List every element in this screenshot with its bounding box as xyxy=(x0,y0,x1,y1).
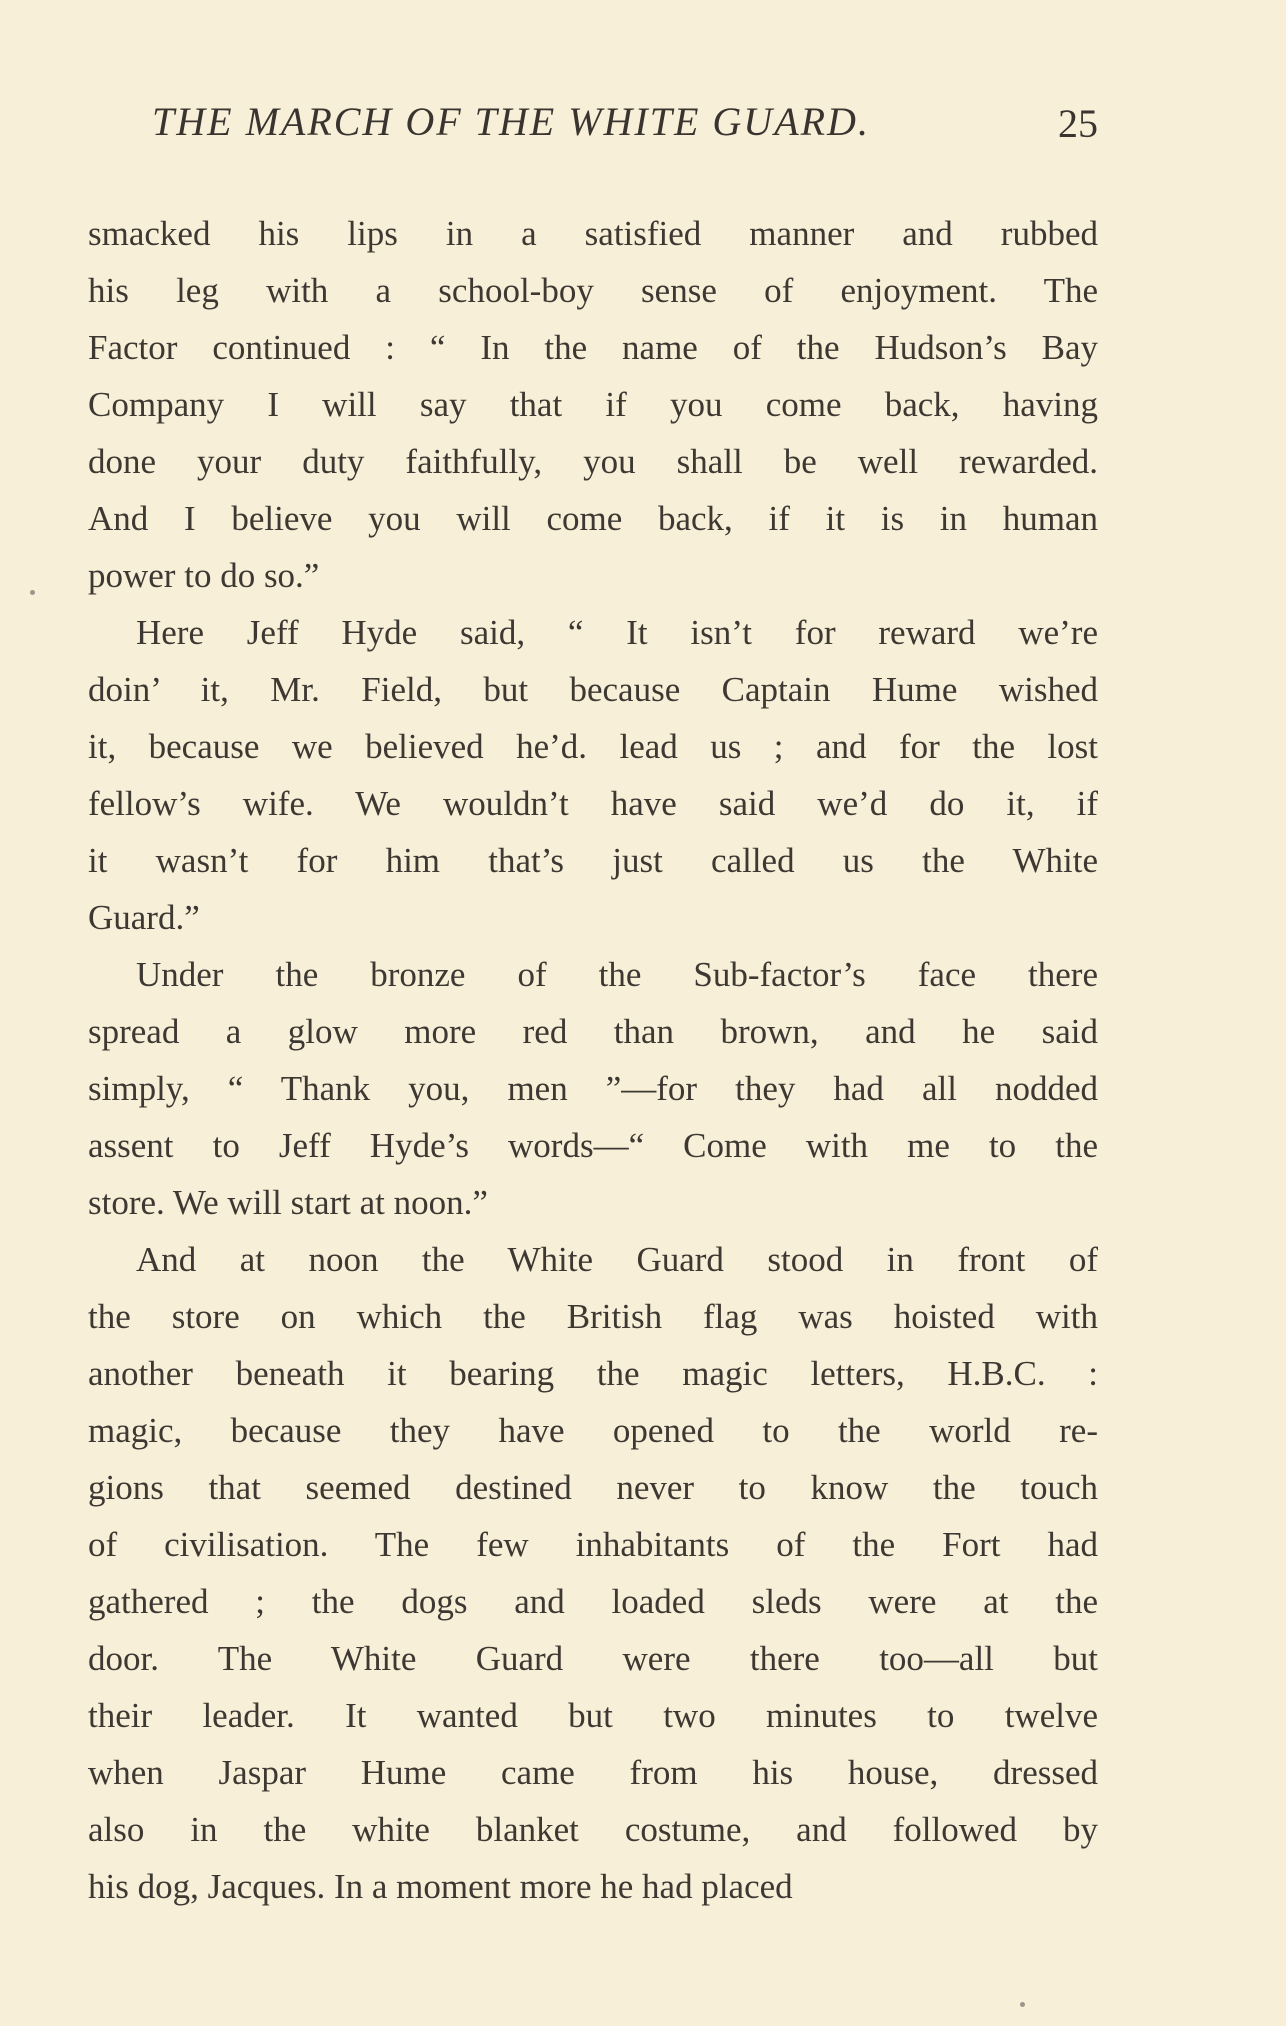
page-number: 25 xyxy=(1058,101,1098,146)
text-line: the store on which the British flag was hoisted with xyxy=(88,1297,1098,1336)
text-line: magic, because they have opened to the world re- xyxy=(88,1411,1098,1450)
text-line: another beneath it bearing the magic letters, H.B.C. : xyxy=(88,1354,1098,1393)
text-line: Here Jeff Hyde said, “ It isn’t for reward we’re xyxy=(136,613,1098,652)
running-title: THE MARCH OF THE WHITE GUARD. xyxy=(152,99,870,144)
text-line: assent to Jeff Hyde’s words—“ Come with me to the xyxy=(88,1126,1098,1165)
body-text xyxy=(88,205,1098,1915)
text-line: Factor continued : “ In the name of the Hudson’s Bay xyxy=(88,328,1098,367)
text-line: of civilisation. The few inhabitants of the Fort had xyxy=(88,1525,1098,1564)
margin-speck xyxy=(30,590,35,595)
text-line: simply, “ Thank you, men ”—for they had all nodded xyxy=(88,1069,1098,1108)
text-line: And at noon the White Guard stood in front of xyxy=(136,1240,1098,1279)
text-line: Under the bronze of the Sub-factor’s face there xyxy=(136,955,1098,994)
text-line: also in the white blanket costume, and followed by xyxy=(88,1810,1098,1849)
margin-speck xyxy=(1020,2002,1025,2007)
text-line: done your duty faithfully, you shall be well rewarded. xyxy=(88,442,1098,481)
text-line: spread a glow more red than brown, and he said xyxy=(88,1012,1098,1051)
text-line: And I believe you will come back, if it is in human xyxy=(88,499,1098,538)
text-line: smacked his lips in a satisfied manner and rubbed xyxy=(88,214,1098,253)
text-line: gions that seemed destined never to know the touch xyxy=(88,1468,1098,1507)
text-line: doin’ it, Mr. Field, but because Captain Hume wished xyxy=(88,670,1098,709)
text-line: his dog, Jacques. In a moment more he had placed xyxy=(88,1867,793,1906)
text-line: store. We will start at noon.” xyxy=(88,1183,488,1222)
text-line: door. The White Guard were there too—all but xyxy=(88,1639,1098,1678)
text-line: fellow’s wife. We wouldn’t have said we’d do it, if xyxy=(88,784,1098,823)
text-line: power to do so.” xyxy=(88,556,320,595)
text-line: Company I will say that if you come back, having xyxy=(88,385,1098,424)
running-head xyxy=(0,98,1286,158)
text-line: his leg with a school-boy sense of enjoyment. The xyxy=(88,271,1098,310)
text-line: it wasn’t for him that’s just called us the White xyxy=(88,841,1098,880)
text-line: their leader. It wanted but two minutes to twelve xyxy=(88,1696,1098,1735)
text-line: gathered ; the dogs and loaded sleds were at the xyxy=(88,1582,1098,1621)
text-line: it, because we believed he’d. lead us ; and for the lost xyxy=(88,727,1098,766)
text-line: Guard.” xyxy=(88,898,200,937)
text-line: when Jaspar Hume came from his house, dressed xyxy=(88,1753,1098,1792)
